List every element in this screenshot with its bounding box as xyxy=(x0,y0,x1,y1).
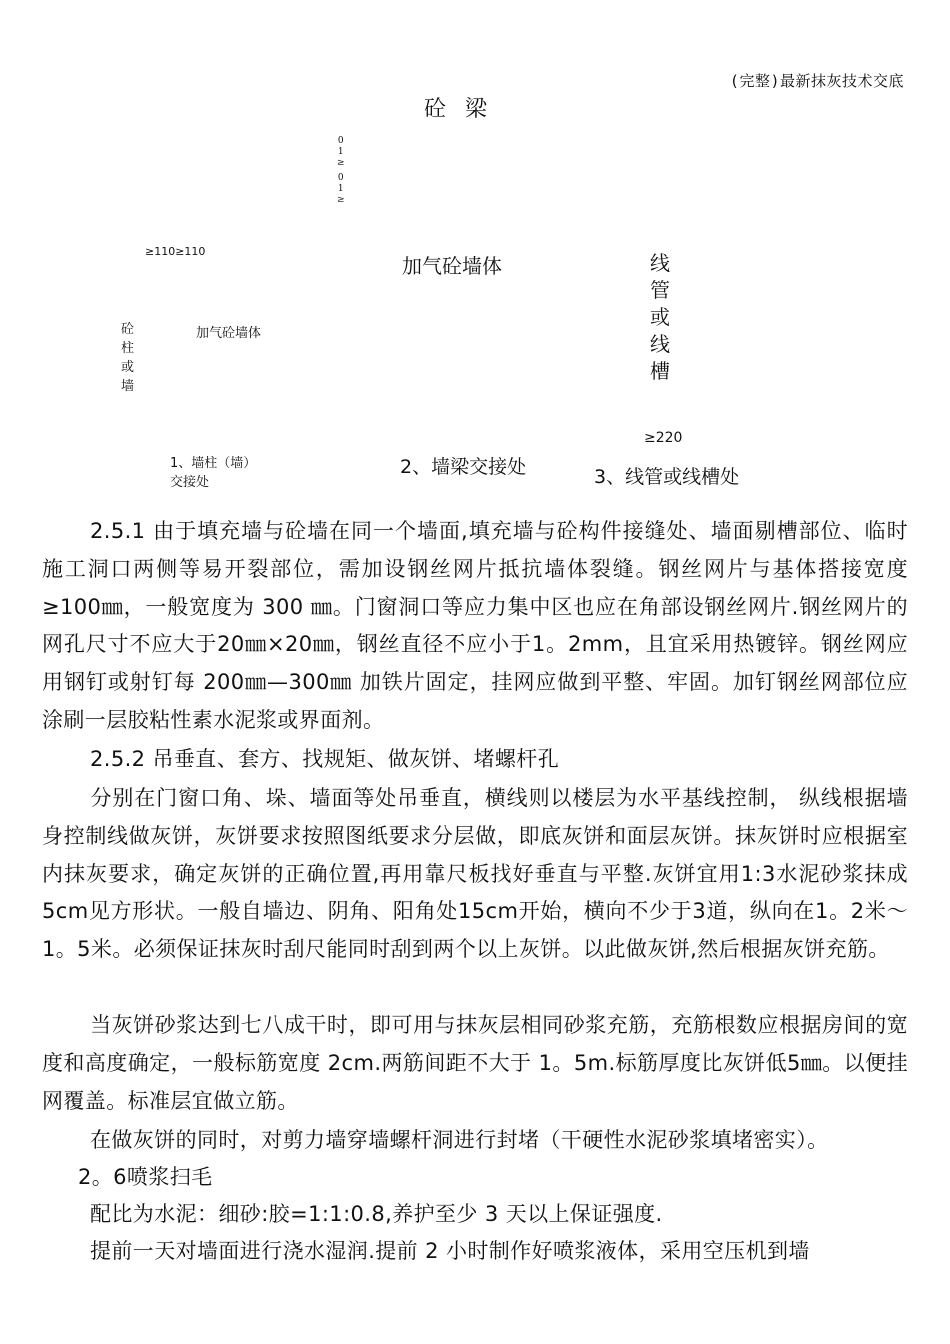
caption-3: 3、线管或线槽处 xyxy=(594,466,740,488)
conduit-char: 线 xyxy=(650,251,670,275)
dimension-mark-top xyxy=(337,136,345,206)
paragraph-plumbing xyxy=(42,780,908,969)
dimension-left: ≥110≥110 xyxy=(145,245,206,258)
dim-char: 1 xyxy=(337,147,344,157)
paragraph-bolt-holes: 在做灰饼的同时，对剪力墙穿墙螺杆洞进行封堵（干硬性水泥砂浆填堵密实）。 xyxy=(90,1128,829,1152)
aerated-wall-label-small: 加气砼墙体 xyxy=(196,326,262,341)
paragraph-text: 分别在门窗口角、垛、墙面等处吊垂直，横线则以楼层为水平基线控制， 纵线根据墙身控制线做灰饼，灰饼要求按照图纸要求分层做，即底灰饼和面层灰饼。抹灰饼时应根据室内抹灰要求，确定灰饼的正确位置,再用靠尺板找好垂直与平整.灰饼宜用1:3水泥砂浆抹成5cm见方形状。一般自墙边、阴角、阳角处15cm开始，横向不少于3道，纵向在1。2米～1。5米。必须保证抹灰时刮尺能同时刮到两个以上灰饼。以此做灰饼,然后根据灰饼充筋。 xyxy=(42,786,908,962)
document-title: (完整)最新抹灰技术交底 xyxy=(729,72,904,90)
conduit-char: 管 xyxy=(650,278,670,302)
paragraph-text: 当灰饼砂浆达到七八成干时，即可用与抹灰层相同砂浆充筋，充筋根数应根据房间的宽度和高度确定，一般标筋宽度 2cm.两筋间距不大于 1。5m.标筋厚度比灰饼低5㎜。以便挂网覆盖。标准层宜做立筋。 xyxy=(42,1013,908,1113)
dim-char: 1 xyxy=(337,184,344,194)
column-label-vertical xyxy=(121,320,134,396)
dim-char: 0 xyxy=(337,136,344,146)
column-char: 或 xyxy=(121,360,135,375)
paragraph-mix-ratio: 配比为水泥：细砂:胶=1:1:0.8,养护至少 3 天以上保证强度. xyxy=(90,1202,663,1226)
caption-2: 2、墙梁交接处 xyxy=(400,456,527,478)
dim-char: ≥ xyxy=(337,158,345,168)
paragraph-text: 2.5.1 由于填充墙与砼墙在同一个墙面,填充墙与砼构件接缝处、墙面剔槽部位、临时施工洞口两侧等易开裂部位，需加设钢丝网片抵抗墙体裂缝。钢丝网片与基体搭接宽度≥100㎜，一般宽度为 300 ㎜。门窗洞口等应力集中区也应在角部设钢丝网片.钢丝网片的网孔尺寸不应大于20㎜×20㎜，钢丝直径不应小于1。2mm，且宜采用热镀锌。钢丝网应用钢钉或射钉每 200㎜—300㎜ 加铁片固定，挂网应做到平整、牢固。加钉钢丝网部位应涂刷一层胶粘性素水泥浆或界面剂。 xyxy=(42,519,908,732)
heading-2-5-2: 2.5.2 吊垂直、套方、找规矩、做灰饼、堵螺杆孔 xyxy=(90,747,560,771)
conduit-char: 或 xyxy=(650,305,670,329)
conduit-char: 线 xyxy=(650,332,670,356)
caption-1-line1: 1、墙柱（墙） xyxy=(170,456,257,471)
column-char: 柱 xyxy=(121,341,135,356)
heading-2-6: 2。6喷浆扫毛 xyxy=(78,1165,213,1189)
paragraph-ribs xyxy=(42,1007,908,1120)
caption-1-line2: 交接处 xyxy=(170,475,210,490)
beam-label: 砼 梁 xyxy=(424,97,493,122)
dim-char: 0 xyxy=(337,173,344,183)
paragraph-2-5-1 xyxy=(42,513,908,740)
caption-1 xyxy=(170,454,256,492)
conduit-char: 槽 xyxy=(650,359,670,383)
aerated-wall-label-large: 加气砼墙体 xyxy=(402,254,502,278)
dim-char: ≥ xyxy=(337,195,345,205)
dimension-right: ≥220 xyxy=(644,430,683,446)
column-char: 墙 xyxy=(121,379,135,394)
column-char: 砼 xyxy=(121,322,135,337)
paragraph-wetting: 提前一天对墙面进行浇水湿润.提前 2 小时制作好喷浆液体，采用空压机到墙 xyxy=(90,1239,810,1263)
conduit-label-vertical xyxy=(650,250,670,385)
